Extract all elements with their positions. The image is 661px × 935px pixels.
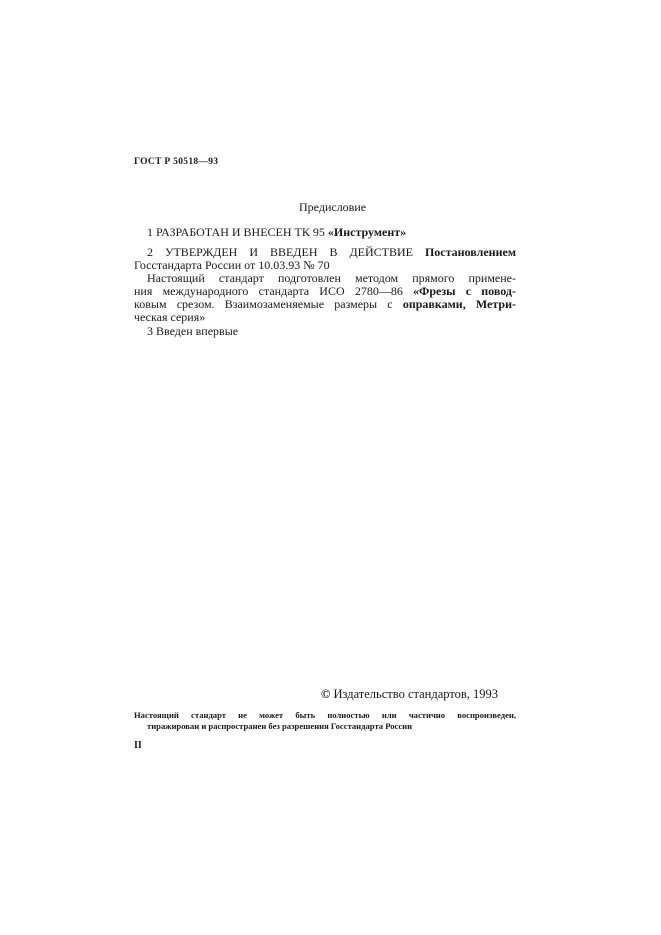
- document-code: ГОСТ Р 50518—93: [134, 157, 219, 167]
- item-2-line-2: Госстандарта России от 10.03.93 № 70: [134, 258, 330, 272]
- preface-title: Предисловие: [299, 200, 367, 214]
- item-2-para-line-3: ковым срезом. Взаимозаменяемые размеры с оправками, Метри-: [134, 297, 516, 311]
- item-2-para-line-2: ния международного стандарта ИСО 2780—86 «Фрезы с повод-: [134, 284, 516, 298]
- copyright-icon: ©: [321, 687, 331, 701]
- item-1-text: 1 РАЗРАБОТАН И ВНЕСЕН ТК 95: [147, 225, 328, 239]
- reproduction-notice-line-2: тиражирован и распространен без разрешения Госстандарта России: [147, 721, 413, 731]
- preface-item-3: 3 Введен впервые: [147, 324, 239, 338]
- preface-item-1: [147, 226, 406, 239]
- preface-item-2: [134, 246, 516, 324]
- item-2-line-1: 2 УТВЕРЖДЕН И ВВЕДЕН В ДЕЙСТВИЕ Постановлением: [147, 245, 516, 259]
- item-2-para-line-4: ческая серия»: [134, 310, 206, 324]
- item-2-para-line-1: Настоящий стандарт подготовлен методом прямого примене-: [147, 271, 516, 285]
- item-1-committee: «Инструмент»: [327, 225, 407, 239]
- copyright: [321, 687, 498, 702]
- copyright-text: Издательство стандартов, 1993: [333, 687, 499, 701]
- reproduction-notice-line-1: Настоящий стандарт не может быть полностью или частично воспроизведен,: [134, 710, 516, 720]
- page-number: II: [134, 740, 142, 751]
